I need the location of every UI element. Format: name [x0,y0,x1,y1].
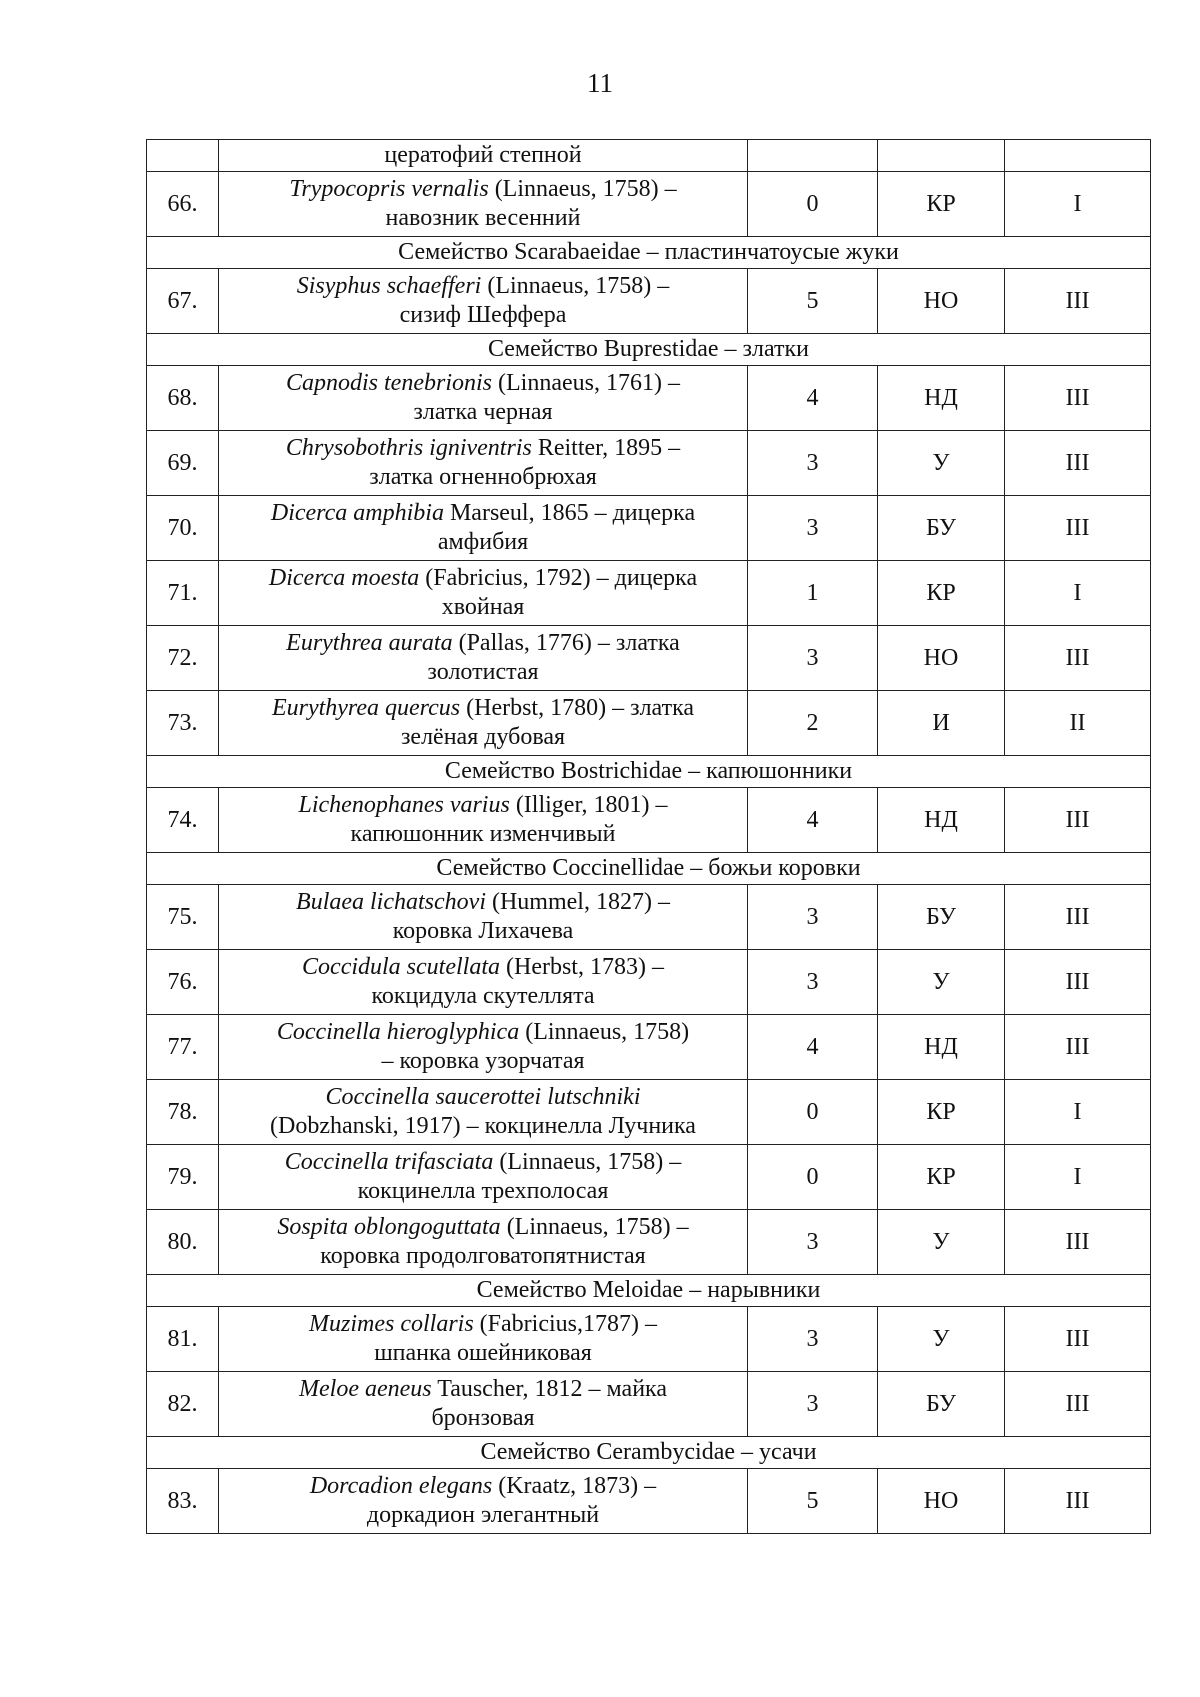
status-value: У [878,950,1005,1015]
common-name: кокцидула скутеллята [371,983,595,1009]
species-row [147,431,1151,496]
author-citation: Reitter, 1895 – [537,435,681,461]
species-name-cell [219,269,748,334]
priority-value: III [1005,1015,1151,1080]
category-value: 0 [748,1145,878,1210]
common-name: златка черная [413,399,553,425]
status-value: НД [878,1015,1005,1080]
status-value: КР [878,1080,1005,1145]
status-value: КР [878,1145,1005,1210]
species-row [147,1307,1151,1372]
common-name: – коровка узорчатая [381,1048,585,1074]
species-name-cell [219,691,748,756]
common-name: златка огненнобрюхая [369,464,597,490]
category-value: 3 [748,1372,878,1437]
latin-name: Dicerca amphibia [270,500,444,526]
category-cell [748,140,878,172]
species-row [147,788,1151,853]
species-name-cell: цератофий степной [219,140,748,172]
status-value: БУ [878,885,1005,950]
row-number: 73. [147,691,219,756]
row-number: 67. [147,269,219,334]
latin-name: Sospita oblongoguttata [277,1214,501,1240]
author-citation: Tauscher, 1812 – майка [437,1376,667,1402]
species-row [147,496,1151,561]
priority-value: III [1005,626,1151,691]
author-citation: (Kraatz, 1873) – [498,1473,657,1499]
category-value: 5 [748,1469,878,1534]
row-number-cell [147,140,219,172]
status-value: КР [878,561,1005,626]
common-name: кокцинелла трехполосая [357,1178,609,1204]
priority-value: III [1005,431,1151,496]
author-citation: Marseul, 1865 – дицерка [449,500,696,526]
latin-name: Capnodis tenebrionis [286,370,493,396]
status-value: НД [878,366,1005,431]
priority-value: III [1005,1307,1151,1372]
family-header-row [147,237,1151,269]
status-value: НД [878,788,1005,853]
priority-value: III [1005,1210,1151,1275]
row-number: 81. [147,1307,219,1372]
family-name: Семейство Cerambycidae – усачи [147,1437,1151,1469]
row-number: 68. [147,366,219,431]
species-row [147,885,1151,950]
author-citation: (Linnaeus, 1758) – [494,176,677,202]
species-row [147,1469,1151,1534]
species-name-cell [219,626,748,691]
family-name: Семейство Coccinellidae – божьи коровки [147,853,1151,885]
row-number: 75. [147,885,219,950]
priority-value: III [1005,788,1151,853]
species-table-body [147,140,1151,1534]
family-name: Семейство Bostrichidae – капюшонники [147,756,1151,788]
latin-name: Chrysobothris igniventris [285,435,532,461]
priority-value: III [1005,1469,1151,1534]
category-value: 3 [748,431,878,496]
latin-name: Trypocopris vernalis [289,176,489,202]
continuation-row [147,140,1151,172]
status-value: НО [878,626,1005,691]
family-header-row [147,334,1151,366]
status-value: У [878,431,1005,496]
row-number: 76. [147,950,219,1015]
row-number: 77. [147,1015,219,1080]
author-citation: (Pallas, 1776) – златка [458,630,680,656]
status-value: У [878,1210,1005,1275]
family-name: Семейство Meloidae – нарывники [147,1275,1151,1307]
status-value: КР [878,172,1005,237]
common-name: коровка Лихачева [392,918,574,944]
species-name-cell [219,788,748,853]
latin-name: Meloe aeneus [299,1376,432,1402]
author-citation: (Herbst, 1783) – [506,954,664,980]
species-name-cell [219,1145,748,1210]
category-value: 0 [748,172,878,237]
species-name-cell [219,950,748,1015]
common-name: коровка продолговатопятнистая [320,1243,646,1269]
family-header-row [147,756,1151,788]
priority-value: I [1005,172,1151,237]
species-row [147,561,1151,626]
category-value: 3 [748,626,878,691]
author-citation: (Linnaeus, 1758) – [487,273,670,299]
priority-value: III [1005,366,1151,431]
family-header-row [147,853,1151,885]
category-value: 3 [748,1210,878,1275]
common-name: бронзовая [431,1405,535,1431]
species-name-cell [219,431,748,496]
category-value: 3 [748,950,878,1015]
priority-value: III [1005,950,1151,1015]
category-value: 4 [748,1015,878,1080]
species-name-cell [219,1015,748,1080]
species-row [147,626,1151,691]
species-name-cell [219,1210,748,1275]
row-number: 69. [147,431,219,496]
row-number: 82. [147,1372,219,1437]
category-value: 5 [748,269,878,334]
status-value: БУ [878,496,1005,561]
species-row [147,172,1151,237]
row-number: 83. [147,1469,219,1534]
latin-name: Sisyphus schaefferi [296,273,482,299]
latin-name: Dorcadion elegans [309,1473,493,1499]
species-row [147,269,1151,334]
species-table [146,139,1151,1534]
common-name: (Dobzhanski, 1917) – кокцинелла Лучника [270,1113,696,1139]
latin-name: Muzimes collaris [309,1311,474,1337]
species-row [147,1145,1151,1210]
page-number: 11 [587,68,613,98]
common-name: капюшонник изменчивый [350,821,616,847]
species-name-cell [219,496,748,561]
status-value: НО [878,269,1005,334]
species-name-cell [219,1307,748,1372]
row-number: 80. [147,1210,219,1275]
row-number: 74. [147,788,219,853]
status-value: НО [878,1469,1005,1534]
status-value: У [878,1307,1005,1372]
category-value: 0 [748,1080,878,1145]
family-name: Семейство Buprestidae – златки [147,334,1151,366]
species-name-cell [219,561,748,626]
row-number: 78. [147,1080,219,1145]
row-number: 70. [147,496,219,561]
family-name: Семейство Scarabaeidae – пластинчатоусые жуки [147,237,1151,269]
species-row [147,1015,1151,1080]
species-row [147,691,1151,756]
species-name-cell [219,366,748,431]
species-name-cell [219,1469,748,1534]
latin-name: Bulaea lichatschovi [296,889,486,915]
priority-value: II [1005,691,1151,756]
species-name-cell [219,172,748,237]
common-name: навозник весенний [385,205,581,231]
category-value: 3 [748,1307,878,1372]
family-header-row [147,1275,1151,1307]
author-citation: (Linnaeus, 1758) – [499,1149,682,1175]
category-value: 1 [748,561,878,626]
common-name: амфибия [437,529,529,555]
species-name-cell [219,1080,748,1145]
author-citation: (Hummel, 1827) – [491,889,670,915]
family-header-row [147,1437,1151,1469]
latin-name: Lichenophanes varius [298,792,510,818]
priority-value: III [1005,885,1151,950]
species-row [147,1210,1151,1275]
priority-value: I [1005,1145,1151,1210]
priority-value: III [1005,496,1151,561]
species-row [147,1372,1151,1437]
author-citation: (Linnaeus, 1758) [525,1019,690,1045]
category-value: 3 [748,496,878,561]
common-name: сизиф Шеффера [399,302,567,328]
common-name: хвойная [441,594,525,620]
common-name: зелёная дубовая [400,724,566,750]
author-citation: (Fabricius, 1792) – дицерка [425,565,698,591]
priority-value: III [1005,269,1151,334]
author-citation: (Linnaeus, 1758) – [506,1214,689,1240]
author-citation: (Fabricius,1787) – [479,1311,657,1337]
common-name: шпанка ошейниковая [374,1340,592,1366]
latin-name: Eurythyrea quercus [271,695,461,721]
priority-value: I [1005,1080,1151,1145]
species-row [147,1080,1151,1145]
author-citation: (Linnaeus, 1761) – [498,370,680,396]
status-value: БУ [878,1372,1005,1437]
latin-name: Coccidula scutellata [302,954,500,980]
row-number: 66. [147,172,219,237]
species-row [147,950,1151,1015]
common-name: золотистая [427,659,539,685]
species-name-cell [219,885,748,950]
status-value: И [878,691,1005,756]
priority-value: III [1005,1372,1151,1437]
latin-name: Eurythrea aurata [286,630,453,656]
priority-cell [1005,140,1151,172]
row-number: 72. [147,626,219,691]
latin-name: Coccinella hieroglyphica [276,1019,520,1045]
category-value: 4 [748,788,878,853]
category-value: 2 [748,691,878,756]
priority-value: I [1005,561,1151,626]
row-number: 71. [147,561,219,626]
common-name: доркадион элегантный [366,1502,600,1528]
latin-name: Coccinella saucerottei lutschniki [325,1084,641,1110]
author-citation: (Illiger, 1801) – [515,792,668,818]
latin-name: Coccinella trifasciata [284,1149,494,1175]
status-cell [878,140,1005,172]
category-value: 3 [748,885,878,950]
author-citation: (Herbst, 1780) – златка [466,695,695,721]
row-number: 79. [147,1145,219,1210]
species-name-cell [219,1372,748,1437]
species-row [147,366,1151,431]
category-value: 4 [748,366,878,431]
latin-name: Dicerca moesta [268,565,420,591]
